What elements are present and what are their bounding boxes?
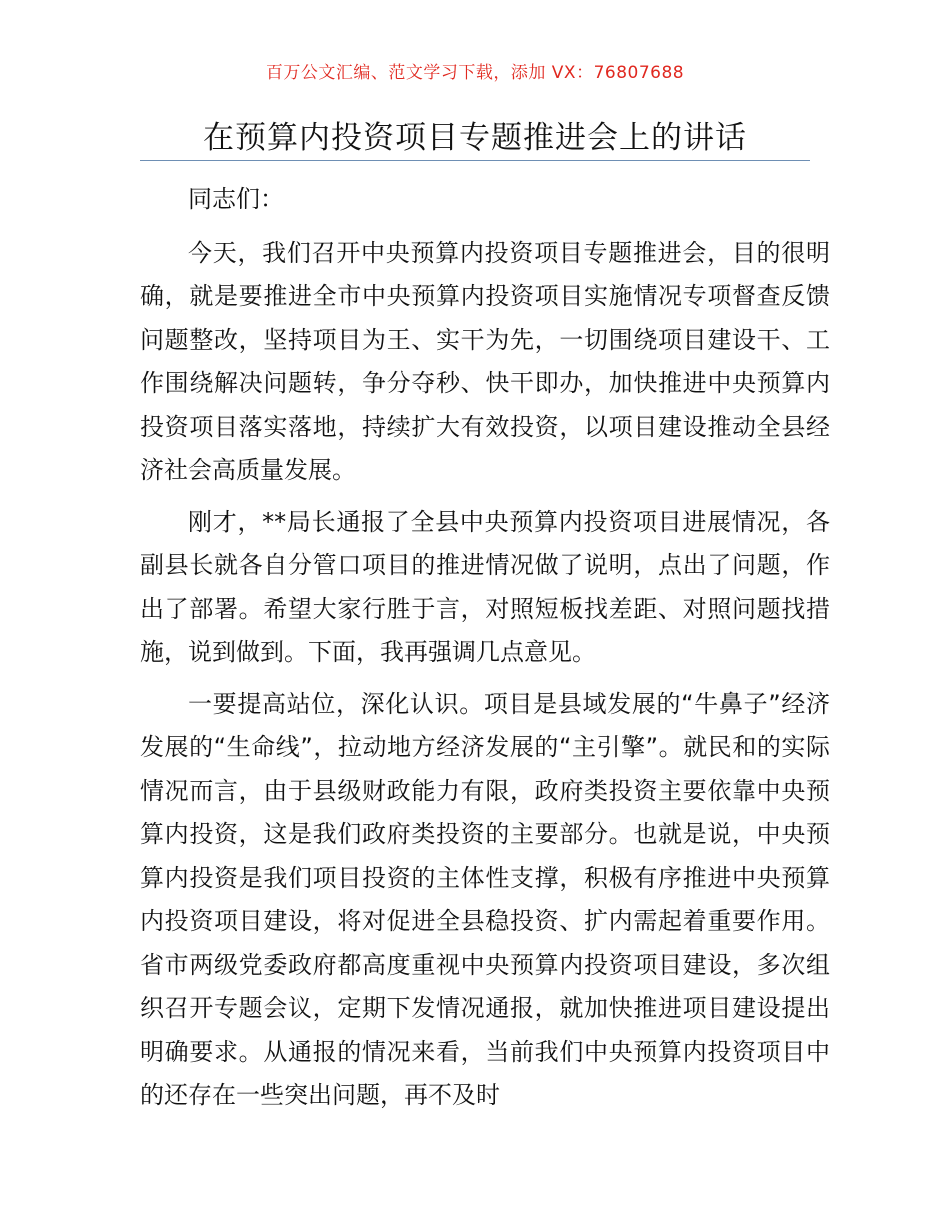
header-banner: 百万公文汇编、范文学习下载，添加 VX：76807688	[265, 63, 685, 83]
paragraph-opening: 今天，我们召开中央预算内投资项目专题推进会，目的很明确，就是要推进全市中央预算内投资项目实施情况专项督查反馈问题整改，坚持项目为王、实干为先，一切围绕项目建设干、工作围绕解决问题转，争分夺秒、快干即办，加快推进中央预算内投资项目落实落地，持续扩大有效投资，以项目建设推动全县经济社会高质量发展。	[140, 238, 830, 484]
title-divider	[140, 160, 810, 161]
paragraph-point-one: 一要提高站位，深化认识。项目是县域发展的“牛鼻子”经济发展的“生命线”，拉动地方经济发展的“主引擎”。就民和的实际情况而言，由于县级财政能力有限，政府类投资主要依靠中央预算内投资，这是我们政府类投资的主要部分。也就是说，中央预算内投资是我们项目投资的主体性支撑，积极有序推进中央预算内投资项目建设，将对促进全县稳投资、扩内需起着重要作用。省市两级党委政府都高度重视中央预算内投资项目建设，多次组织召开专题会议，定期下发情况通报，就加快推进项目建设提出明确要求。从通报的情况来看，当前我们中央预算内投资项目中的还存在一些突出问题，再不及时	[140, 689, 830, 1109]
document-body	[140, 178, 830, 1126]
paragraph-briefing: 刚才，**局长通报了全县中央预算内投资项目进展情况，各副县长就各自分管口项目的推进情况做了说明，点出了问题，作出了部署。希望大家行胜于言，对照短板找差距、对照问题找措施，说到做到。下面，我再强调几点意见。	[140, 507, 830, 666]
document-title: 在预算内投资项目专题推进会上的讲话	[203, 120, 747, 156]
salutation: 同志们：	[188, 185, 284, 213]
